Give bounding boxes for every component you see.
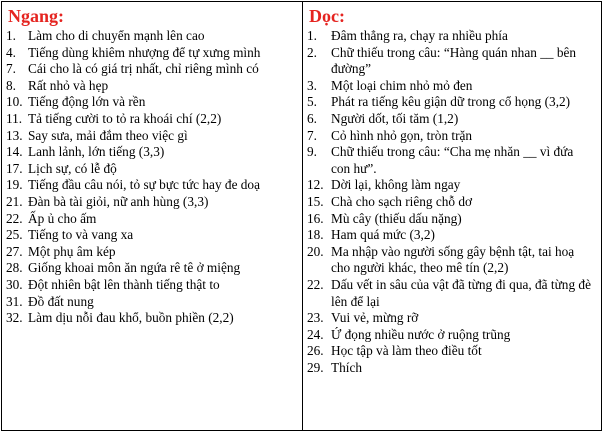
clue-text: Thích xyxy=(331,359,363,375)
clue-text: Một loại chim nhỏ mỏ đen xyxy=(331,77,473,93)
clue-text: Tiếng dùng khiêm nhượng để tự xưng mình xyxy=(28,44,261,60)
across-column xyxy=(2,2,303,430)
clue-item xyxy=(6,194,302,211)
clue-item xyxy=(6,294,302,311)
clue-number: 4. xyxy=(6,44,16,60)
clue-text: Phát ra tiếng kêu giận dữ trong cổ họng (3,2) xyxy=(331,94,571,110)
clue-number: 25. xyxy=(6,227,23,243)
clue-number: 3. xyxy=(307,77,317,93)
clue-text: Ham quá mức (3,2) xyxy=(331,227,435,243)
clue-number: 22. xyxy=(6,210,23,226)
clue-text: Giống khoai môn ăn ngứa rê tê ở miệng xyxy=(28,260,241,276)
clue-text: Ấp ủ cho ấm xyxy=(28,210,97,226)
clue-number: 16. xyxy=(307,210,324,226)
clue-item xyxy=(6,61,302,78)
clue-item xyxy=(307,360,601,377)
clue-number: 20. xyxy=(307,243,324,259)
clue-number: 19. xyxy=(6,177,23,193)
clue-number: 7. xyxy=(307,127,317,143)
clue-item xyxy=(307,94,601,111)
clue-number: 14. xyxy=(6,144,23,160)
crossword-clues-table xyxy=(1,1,602,431)
clue-item xyxy=(307,45,601,78)
clue-number: 24. xyxy=(307,326,324,342)
clue-number: 10. xyxy=(6,94,23,110)
clue-number: 1. xyxy=(6,28,16,43)
clue-text: Rất nhỏ và hẹp xyxy=(28,77,109,93)
clue-item xyxy=(6,211,302,228)
clue-number: 28. xyxy=(6,260,23,276)
clue-text: Đâm thẳng ra, chạy ra nhiều phía xyxy=(331,28,508,43)
clue-number: 9. xyxy=(307,144,317,160)
clue-item xyxy=(307,78,601,95)
clue-text: Người dốt, tối tăm (1,2) xyxy=(331,110,459,126)
clue-number: 29. xyxy=(307,359,324,375)
clue-text: Chữ thiếu trong câu: “Cha mẹ nhăn __ vì đứa con hư”. xyxy=(331,144,574,176)
clue-number: 2. xyxy=(307,44,317,60)
clue-number: 8. xyxy=(6,77,16,93)
clue-item xyxy=(6,94,302,111)
clue-number: 26. xyxy=(307,343,324,359)
clue-item xyxy=(307,211,601,228)
clue-item xyxy=(6,310,302,327)
clue-text: Dời lại, không làm ngay xyxy=(331,177,461,193)
clue-text: Tả tiếng cười to tỏ ra khoái chí (2,2) xyxy=(28,110,222,126)
clue-text: Một phụ âm kép xyxy=(28,243,116,259)
clue-number: 12. xyxy=(307,177,324,193)
clue-item xyxy=(6,111,302,128)
clue-item xyxy=(307,244,601,277)
clue-number: 31. xyxy=(6,293,23,309)
across-clue-list xyxy=(6,28,302,327)
clue-item xyxy=(307,111,601,128)
clue-item xyxy=(6,277,302,294)
clue-number: 5. xyxy=(307,94,317,110)
clue-number: 23. xyxy=(307,310,324,326)
clue-text: Ma nhập vào người sống gây bệnh tật, tai hoạ cho người khác, theo mê tín (2,2) xyxy=(331,243,575,276)
clue-number: 17. xyxy=(6,160,23,176)
down-column xyxy=(303,2,601,430)
clue-item xyxy=(307,194,601,211)
across-heading: Ngang: xyxy=(8,6,65,26)
clue-item xyxy=(307,343,601,360)
clue-item xyxy=(307,128,601,145)
clue-number: 32. xyxy=(6,310,23,326)
clue-number: 27. xyxy=(6,243,23,259)
clue-text: Chà cho sạch riêng chỗ dơ xyxy=(331,193,473,209)
clue-item xyxy=(307,277,601,310)
clue-number: 30. xyxy=(6,276,23,292)
clue-number: 6. xyxy=(307,110,317,126)
clue-number: 21. xyxy=(6,193,23,209)
clue-text: Đột nhiên bật lên thành tiếng thật to xyxy=(28,276,220,292)
down-clue-list xyxy=(307,28,601,376)
clue-item xyxy=(307,227,601,244)
clue-number: 7. xyxy=(6,61,16,77)
clue-text: Dấu vết in sâu của vật đã từng đi qua, đã từng đè lên để lại xyxy=(331,276,591,309)
clue-item xyxy=(6,28,302,45)
clue-number: 1. xyxy=(307,28,317,43)
clue-item xyxy=(6,45,302,62)
clue-text: Lịch sự, có lễ độ xyxy=(28,160,117,176)
clue-text: Ứ đọng nhiều nước ở ruộng trũng xyxy=(331,326,511,342)
clue-item xyxy=(307,177,601,194)
clue-text: Đàn bà tài giỏi, nữ anh hùng (3,3) xyxy=(28,193,209,209)
clue-item xyxy=(6,177,302,194)
clue-text: Mù cây (thiếu dấu nặng) xyxy=(331,210,462,226)
clue-item xyxy=(6,78,302,95)
clue-item xyxy=(307,327,601,344)
clue-text: Đồ đất nung xyxy=(28,293,94,309)
clue-number: 22. xyxy=(307,276,324,292)
clue-text: Làm cho di chuyển mạnh lên cao xyxy=(28,28,205,43)
clue-text: Say sưa, mải đắm theo việc gì xyxy=(28,127,188,143)
clue-item xyxy=(6,244,302,261)
clue-number: 11. xyxy=(6,110,23,126)
clue-item xyxy=(6,161,302,178)
clue-text: Học tập và làm theo điều tốt xyxy=(331,343,482,359)
clue-item xyxy=(307,144,601,177)
clue-text: Vui vẻ, mừng rỡ xyxy=(331,310,419,326)
clue-text: Lanh lảnh, lớn tiếng (3,3) xyxy=(28,144,165,160)
clue-item xyxy=(6,227,302,244)
clue-item xyxy=(6,128,302,145)
down-heading: Dọc: xyxy=(309,6,345,26)
clue-text: Làm dịu nỗi đau khổ, buồn phiền (2,2) xyxy=(28,310,234,326)
clue-number: 18. xyxy=(307,227,324,243)
clue-text: Cỏ hình nhỏ gọn, tròn trặn xyxy=(331,127,473,143)
clue-item xyxy=(307,310,601,327)
clue-item xyxy=(6,144,302,161)
clue-number: 15. xyxy=(307,193,324,209)
clue-item xyxy=(307,28,601,45)
clue-text: Tiếng to và vang xa xyxy=(28,227,134,243)
clue-item xyxy=(6,260,302,277)
clue-text: Tiếng động lớn và rền xyxy=(28,94,146,110)
clue-number: 13. xyxy=(6,127,23,143)
clue-text: Tiếng đầu câu nói, tỏ sự bực tức hay đe doạ xyxy=(28,177,260,193)
clue-text: Chữ thiếu trong câu: “Hàng quán nhan __ bên đường” xyxy=(331,44,577,77)
clue-text: Cái cho là có giá trị nhất, chỉ riêng mình có xyxy=(28,61,259,77)
